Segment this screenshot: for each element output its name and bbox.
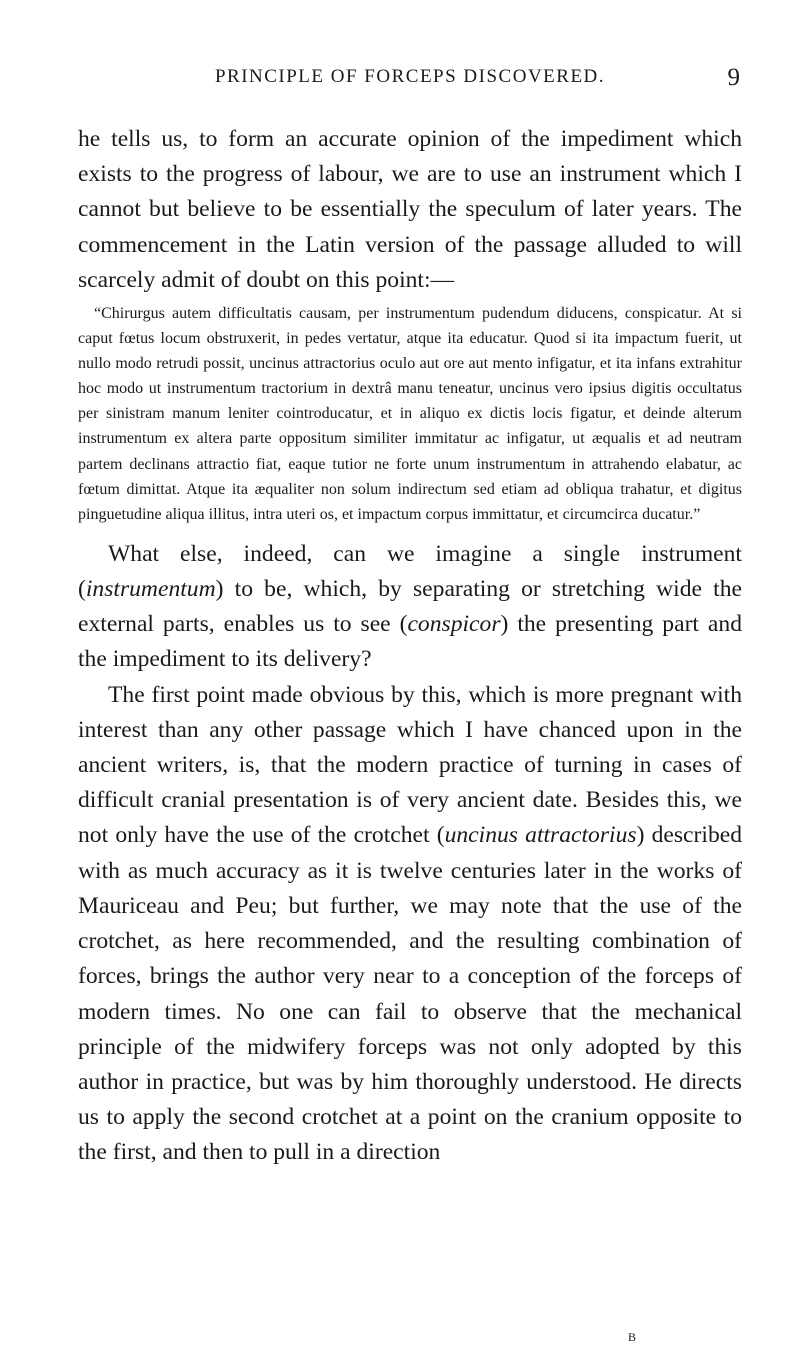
paragraph-2-text-b: ) to be, which, by separating or stretching wide the external parts, enables us to see ( bbox=[78, 576, 742, 638]
running-head bbox=[78, 66, 742, 94]
paragraph-2-italic-conspicor: conspicor bbox=[407, 611, 501, 638]
paragraph-2-text-a: What else, indeed, can we imagine a single instrument ( bbox=[78, 540, 742, 603]
paragraph-1: he tells us, to form an accurate opinion of the impediment which exists to the progress of labour, we are to use an instrument which I cannot but believe to be essentially the speculum of later years. The commencement in the Latin version of the passage alluded to will scarcely admit of doubt on this point:— bbox=[78, 126, 742, 293]
latin-quotation: “Chirurgus autem difficultatis causam, per instrumentum pudendum diducens, conspicatur. At si caput fœtus locum obstruxerit, in pedes vertatur, atque ita educatur. Quod si ita impactum fuerit, ut nullo modo retrudi possit, uncinus attractorius oculo aut ore aut mento infigatur, et ita infans extrahitur hoc modo ut instrumentum tractorium in dextrâ manu teneatur, uncinus vero ipsius digitis occultatus per sinistram manum leniter cointroducatur, et in aliquo ex dictis locis figatur, et deinde alterum instrumentum ex altera parte oppositum similiter immitatur ac infigatur, ut æqualis et ad neutram partem declinans attractio fiat, eaque tutior ne forte unum instrumentum in attrahendo elabatur, ac fœtum dimittat. Atque ita æqualiter non solum indirectum sed etiam ad obliqua trahatur, et digitus pinguetudine aliqua illitus, intra uteri os, et impactum corpus immittatur, et circumcirca ducatur.” bbox=[78, 305, 742, 523]
paragraph-2-text-c: ) the presenting part and the impediment to its delivery? bbox=[78, 611, 742, 673]
paragraph-2 bbox=[78, 537, 742, 678]
body-text bbox=[78, 122, 742, 1171]
running-title: PRINCIPLE OF FORCEPS DISCOVERED. bbox=[214, 66, 606, 87]
paragraph-3-text-b: ) described with as much accuracy as it is twelve centuries later in the works of Mauriceau and Peu; but further, we may note that the use of the crotchet, as here recommended, and the resulting combination of forces, brings the author very near to a conception of the forceps of modern times. No one can fail to observe that the mechanical principle of the midwifery forceps was not only adopted by this author in practice, but was by him thoroughly understood. He directs us to apply the second crotchet at a point on the cranium opposite to the first, and then to pull in a direction bbox=[78, 822, 743, 1166]
signature-mark: B bbox=[628, 1330, 637, 1344]
paragraph-2-italic-instrumentum: instrumentum bbox=[85, 576, 216, 603]
paragraph-3-text-a: The first point made obvious by this, which is more pregnant with interest than any other passage which I have chanced upon in the ancient writers, is, that the modern practice of turning in cases of difficult cranial presentation is of very ancient date. Besides this, we not only have the use of the crotchet ( bbox=[78, 681, 742, 849]
page-number: 9 bbox=[727, 64, 740, 91]
paragraph-3-italic-uncinus: uncinus attractorius bbox=[444, 822, 637, 849]
paragraph-3 bbox=[78, 678, 742, 1171]
